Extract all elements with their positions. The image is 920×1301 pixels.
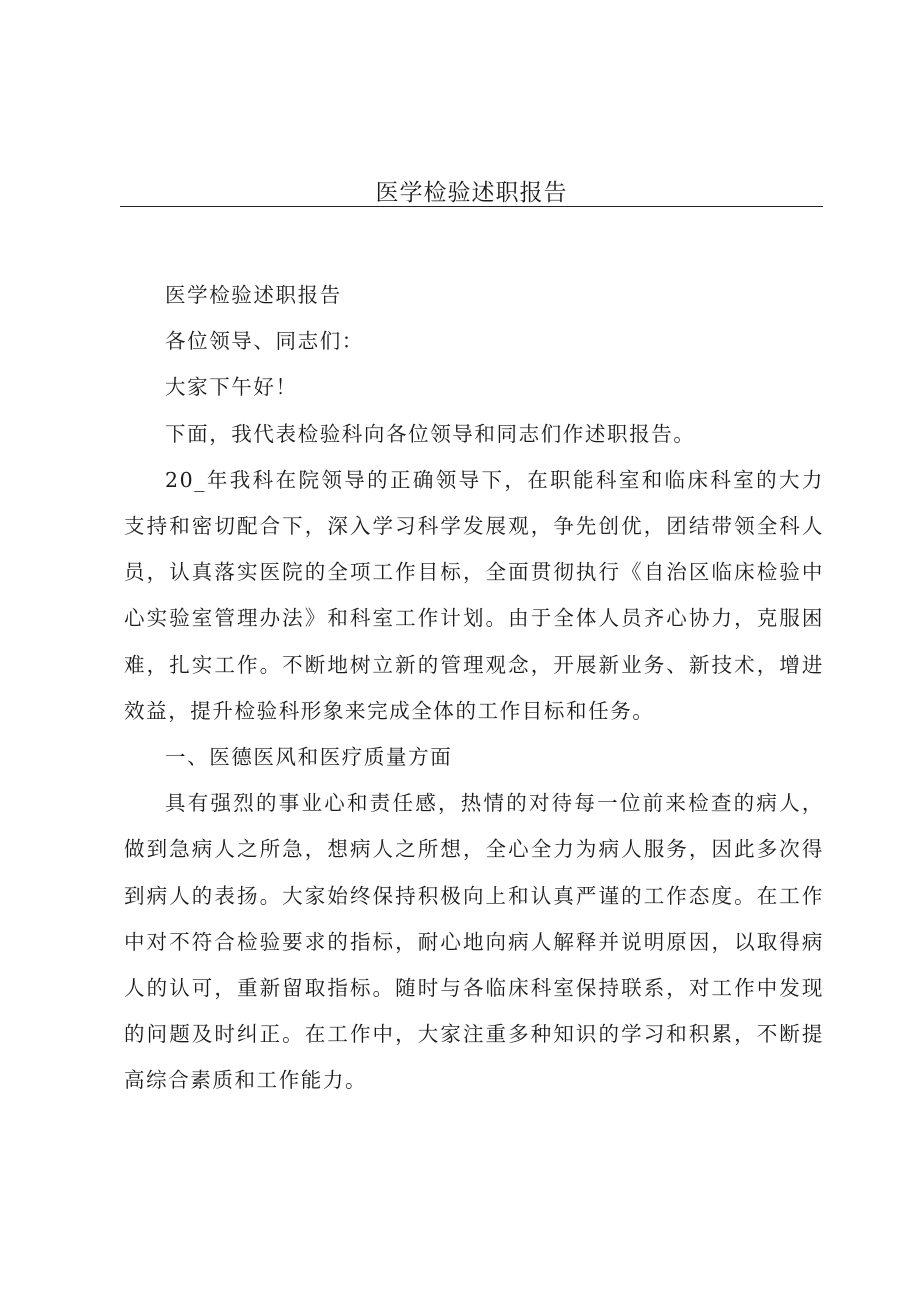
section-paragraph: 具有强烈的事业心和责任感，热情的对待每一位前来检查的病人，做到急病人之所急，想病人之所想，全心全力为病人服务，因此多次得到病人的表扬。大家始终保持积极向上和认真严谨的工作态度。在工作中对不符合检验要求的指标，耐心地向病人解释并说明原因，以取得病人的认可，重新留取指标。随时与各临床科室保持联系，对工作中发现的问题及时纠正。在工作中，大家注重多种知识的学习和积累，不断提高综合素质和工作能力。 bbox=[124, 791, 824, 1093]
intro-paragraph: 下面，我代表检验科向各位领导和同志们作述职报告。 bbox=[165, 421, 696, 446]
body-title: 医学检验述职报告 bbox=[165, 283, 342, 307]
page-header bbox=[120, 170, 823, 207]
summary-paragraph: 20_年我科在院领导的正确领导下，在职能科室和临床科室的大力支持和密切配合下，深入学习科学发展观，争先创优，团结带领全科人员，认真落实医院的全项工作目标，全面贯彻执行《自治区临床检验中心实验室管理办法》和科室工作计划。由于全体人员齐心协力，克服困难，扎实工作。不断地树立新的管理观念，开展新业务、新技术，增进效益，提升检验科形象来完成全体的工作目标和任务。 bbox=[124, 467, 824, 723]
section-heading: 一、医德医风和医疗质量方面 bbox=[165, 745, 453, 770]
document-body bbox=[124, 272, 824, 1104]
greeting: 大家下午好！ bbox=[165, 375, 298, 400]
header-title: 医学检验述职报告 bbox=[375, 180, 568, 206]
salutation: 各位领导、同志们： bbox=[165, 329, 364, 354]
